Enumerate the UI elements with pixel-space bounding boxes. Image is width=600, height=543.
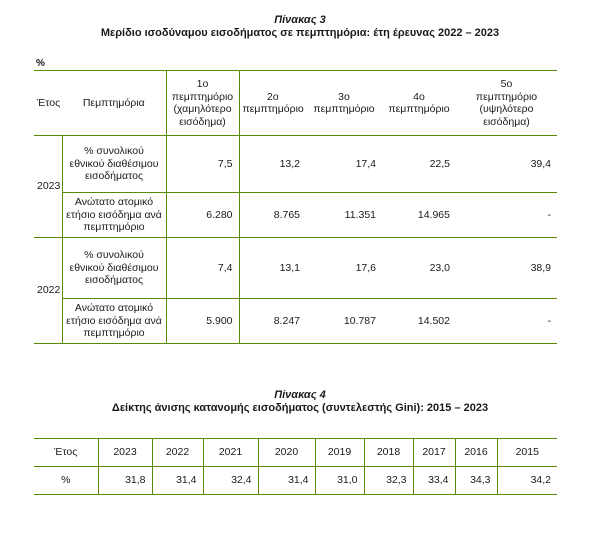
table4-title: Δείκτης άνισης κατανομής εισοδήματος (συντελεστής Gini): 2015 – 2023 [111,402,489,414]
gini-year: 2020 [258,439,315,467]
cell-value: - [456,299,557,344]
row-label: Ανώτατο ατομικό ετήσιο εισόδημα ανά πεμπτημόριο [62,299,166,344]
cell-value: 13,2 [239,136,306,193]
gini-value: 33,4 [413,467,455,495]
gini-value: 32,3 [364,467,413,495]
header-year: Έτος [34,71,62,136]
header-q2: 2ο πεμπτημόριο [239,71,306,136]
cell-value: 39,4 [456,136,557,193]
gini-year: 2023 [98,439,152,467]
gini-value: 31,0 [315,467,364,495]
row-label: % συνολικού εθνικού διαθέσιμου εισοδήματος [62,238,166,299]
header-q3: 3ο πεμπτημόριο [306,71,382,136]
table3-header-row [34,71,557,136]
cell-value: 38,9 [456,238,557,299]
header-category: Πεμπτημόρια [62,71,166,136]
gini-value: 32,4 [203,467,258,495]
row-year: 2022 [34,238,62,344]
table4-caption [0,389,600,415]
cell-value: 6.280 [166,193,239,238]
table-row [34,136,557,193]
gini-year-row [34,439,557,467]
gini-year: 2022 [152,439,203,467]
table-row [34,193,557,238]
gini-header-value: % [34,467,98,495]
table3-unit: % [36,58,45,69]
cell-value: 17,4 [306,136,382,193]
gini-value-row [34,467,557,495]
table3-title: Μερίδιο ισοδύναμου εισοδήματος σε πεμπτημόρια: έτη έρευνας 2022 – 2023 [100,27,500,39]
cell-value: 22,5 [382,136,456,193]
cell-value: 7,5 [166,136,239,193]
cell-value: 7,4 [166,238,239,299]
cell-value: 14.965 [382,193,456,238]
cell-value: 17,6 [306,238,382,299]
cell-value: - [456,193,557,238]
gini-year: 2016 [455,439,497,467]
cell-value: 5.900 [166,299,239,344]
table3-label: Πίνακας 3 [274,14,326,26]
cell-value: 13,1 [239,238,306,299]
row-label: % συνολικού εθνικού διαθέσιμου εισοδήματος [62,136,166,193]
header-q4: 4ο πεμπτημόριο [382,71,456,136]
gini-year: 2019 [315,439,364,467]
table4-label: Πίνακας 4 [274,389,326,401]
row-year: 2023 [34,136,62,238]
cell-value: 8.765 [239,193,306,238]
gini-year: 2017 [413,439,455,467]
gini-value: 31,8 [98,467,152,495]
gini-table [34,438,557,495]
quintile-share-table [34,70,557,344]
cell-value: 14.502 [382,299,456,344]
gini-value: 31,4 [258,467,315,495]
table-row [34,299,557,344]
cell-value: 10.787 [306,299,382,344]
table3-caption [0,14,600,40]
cell-value: 23,0 [382,238,456,299]
header-q1: 1ο πεμπτημόριο (χαμηλότερο εισόδημα) [166,71,239,136]
header-q5: 5ο πεμπτημόριο (υψηλότερο εισόδημα) [456,71,557,136]
gini-year: 2018 [364,439,413,467]
gini-header-year: Έτος [34,439,98,467]
gini-year: 2021 [203,439,258,467]
table-row [34,238,557,299]
row-label: Ανώτατο ατομικό ετήσιο εισόδημα ανά πεμπτημόριο [62,193,166,238]
gini-value: 34,3 [455,467,497,495]
cell-value: 11.351 [306,193,382,238]
cell-value: 8.247 [239,299,306,344]
gini-year: 2015 [497,439,557,467]
gini-value: 34,2 [497,467,557,495]
gini-value: 31,4 [152,467,203,495]
